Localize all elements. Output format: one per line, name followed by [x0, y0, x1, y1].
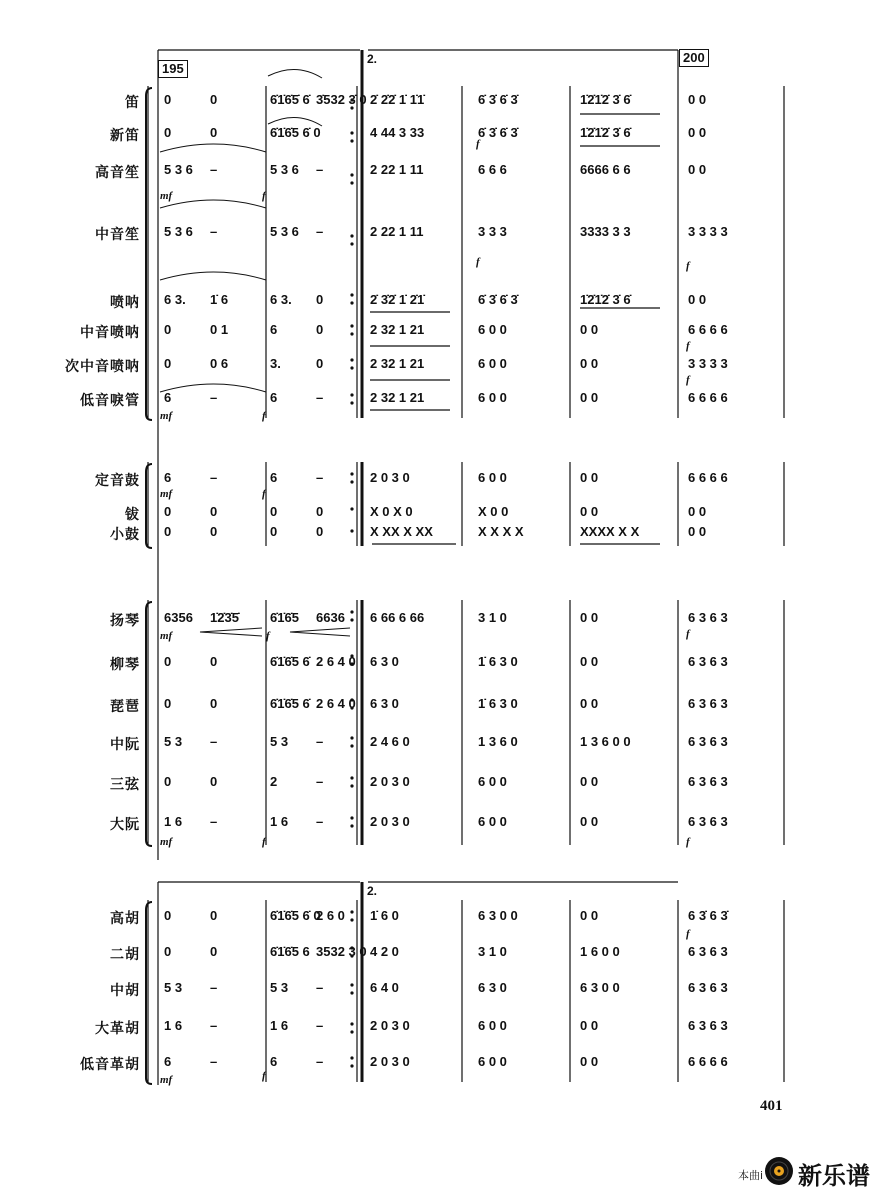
note-cell: 0 [270, 504, 278, 519]
instrument-label-bo: 钹 [125, 507, 140, 523]
note-cell: – [316, 1018, 324, 1033]
instrument-label-zhongyinsuona: 中音喷呐 [80, 325, 140, 341]
note-cell: 0 [164, 504, 172, 519]
note-cell: 1 6 [164, 814, 183, 829]
note-cell: – [316, 162, 324, 177]
note-cell: – [210, 734, 218, 749]
dynamic-mf: mf [160, 410, 173, 422]
note-cell: 0 [210, 92, 218, 107]
note-cell: 0 [164, 944, 172, 959]
note-cell: 6 3 6 3 [688, 814, 728, 829]
note-cell: 6 6 6 6 [688, 322, 728, 337]
note-cell: 0 [316, 504, 324, 519]
note-cell: 0 6 [210, 356, 229, 371]
dynamic-f: f [266, 630, 270, 642]
measure-number-195: 195 [158, 60, 188, 78]
note-cell: 1̇ 6 3 0 [478, 696, 518, 711]
note-cell: 6 3. [164, 292, 186, 307]
dynamic-f: f [686, 628, 690, 640]
group-braces [146, 88, 152, 1084]
note-cell: – [316, 470, 324, 485]
dynamic-f: f [262, 410, 266, 422]
instrument-label-pipa: 琵琶 [110, 699, 140, 715]
note-cell: 0 [164, 125, 172, 140]
note-cell: 0 [164, 908, 172, 923]
instrument-label-cizhongyinsuona: 次中音喷呐 [65, 359, 140, 375]
note-cell: 0 [164, 774, 172, 789]
note-cell: 0 [316, 524, 324, 539]
note-cell: 6 6 6 6 [688, 390, 728, 405]
note-cell: 6 3 6 3 [688, 696, 728, 711]
note-cell: 1 3 6 0 0 [580, 734, 631, 749]
note-cell: X 0 0 [478, 504, 509, 519]
dynamic-f: f [262, 190, 266, 202]
note-cell: 0 0 [688, 92, 707, 107]
note-cell: 2 22 1 11 [370, 224, 424, 239]
note-cell: 3 3 3 3 [688, 356, 728, 371]
note-cell: 2 32 1 21 [370, 322, 425, 337]
note-cell: 0 [210, 944, 218, 959]
note-cell: 5 3 [164, 980, 183, 995]
dynamic-f: f [262, 488, 266, 500]
note-cell: 1̇ 6 3 0 [478, 654, 518, 669]
note-cell: 3 1 0 [478, 610, 507, 625]
note-cell: 0 0 [580, 774, 599, 789]
note-cell: 0 0 [580, 390, 599, 405]
note-cell: – [210, 470, 218, 485]
instrument-label-dingyingu: 定音鼓 [95, 473, 140, 489]
instrument-label-xiaogu: 小鼓 [110, 527, 140, 543]
note-cell: 6 [164, 470, 172, 485]
note-cell: 1̇2̇1̇2̇ 3̇ 6̇ [580, 292, 631, 307]
note-cell: 0 [210, 908, 218, 923]
dynamic-mf: mf [160, 1074, 173, 1086]
note-cell: 0 0 [580, 356, 599, 371]
note-cell: 0 0 [580, 1018, 599, 1033]
note-cell: 1̇2̇1̇2̇ 3̇ 6̇ [580, 125, 631, 140]
note-cell: 0 [316, 356, 324, 371]
instrument-label-zhongyinsheng: 中音笙 [95, 227, 140, 243]
note-cell: 2 6 0 [316, 908, 345, 923]
note-cell: – [210, 390, 218, 405]
note-cell: 0 [164, 696, 172, 711]
note-cell: 6 [164, 1054, 172, 1069]
note-cell: 6 0 0 [478, 322, 507, 337]
note-cell: 0 0 [688, 162, 707, 177]
instrument-label-erhu: 二胡 [110, 947, 140, 963]
note-cell: 5 3 [164, 734, 183, 749]
note-cell: 2 0 3 0 [370, 774, 410, 789]
note-cell: 6 66 6 66 [370, 610, 425, 625]
note-cell: 0 [210, 125, 218, 140]
note-cell: – [316, 980, 324, 995]
note-cell: 2̇ 2̇2̇ 1̇ 1̇1̇ [370, 92, 425, 107]
dynamic-mf: mf [160, 630, 173, 642]
dynamic-f: f [686, 260, 690, 272]
volta-label-top: 2. [367, 52, 378, 66]
page-number: 401 [760, 1098, 783, 1114]
note-cell: 0 [164, 356, 172, 371]
note-cell: 6̇ 3̇ 6̇ 3̇ [478, 92, 518, 107]
note-cell: 6356 [164, 610, 193, 625]
note-cell: 0 [164, 322, 172, 337]
note-cell: 2 32 1 21 [370, 356, 425, 371]
note-cell: – [316, 224, 324, 239]
note-cell: – [210, 814, 218, 829]
instrument-label-liuqin: 柳琴 [110, 657, 140, 673]
dynamic-mf: mf [160, 488, 173, 500]
instrument-label-zhongruan: 中阮 [110, 737, 140, 753]
note-cell: 3 3 3 [478, 224, 507, 239]
note-cell: 5 3 6 [164, 224, 193, 239]
note-cell: 3 1 0 [478, 944, 507, 959]
note-cell: 6̇1̇6̇5 6 [270, 944, 310, 959]
note-cell: 0 0 [580, 610, 599, 625]
note-cell: – [316, 734, 324, 749]
dynamic-mf: mf [160, 190, 173, 202]
note-cell: 6̇1̇6̇5̇ 6̇ [270, 92, 310, 107]
note-cell: 4 2 0 [370, 944, 399, 959]
note-cell: 0 0 [580, 322, 599, 337]
note-cell: – [316, 390, 324, 405]
instrument-label-daruan: 大阮 [110, 817, 140, 833]
dynamic-f: f [262, 1070, 266, 1082]
note-cell: – [210, 980, 218, 995]
note-cell: 5 3 6 [270, 162, 299, 177]
note-cell: 6 0 0 [478, 390, 507, 405]
note-cell: 0 0 [688, 504, 707, 519]
instrument-label-xindi: 新笛 [110, 128, 140, 144]
note-cell: 6636 [316, 610, 345, 625]
note-cell: 3̇532 3̇ 0 [316, 92, 367, 107]
note-cell: 6 3 6 3 [688, 980, 728, 995]
instrument-label-diyingehu: 低音革胡 [80, 1057, 140, 1073]
instrument-label-suona: 喷呐 [110, 295, 140, 311]
note-cell: – [316, 774, 324, 789]
note-cell: 6 3 6 3 [688, 654, 728, 669]
note-cell: 5 3 6 [164, 162, 193, 177]
note-cell: 0 [210, 524, 218, 539]
watermark-prefix: 本曲i [738, 1169, 764, 1182]
volta-label-bottom: 2. [367, 884, 378, 898]
note-cell: 5 3 [270, 734, 289, 749]
note-cell: 2 0 3 0 [370, 470, 410, 485]
note-cell: 6 [270, 322, 278, 337]
note-cell: 6 3 0 [370, 696, 399, 711]
note-cell: 1̇ 6 0 [370, 908, 399, 923]
note-cell: 0 0 [580, 814, 599, 829]
note-cell: 6 0 0 [478, 1018, 507, 1033]
note-cell: 5 3 [270, 980, 289, 995]
note-cell: 2 [270, 774, 278, 789]
note-cell: 3333 3 3 [580, 224, 631, 239]
note-cell: 0 [316, 322, 324, 337]
note-cell: 1̇2̇1̇2̇ 3̇ 6̇ [580, 92, 631, 107]
dynamic-f: f [476, 138, 480, 150]
instrument-label-diyinguan: 低音唳管 [80, 393, 140, 409]
note-cell: XXXX X X [580, 524, 640, 539]
note-cell: 6 6 6 6 [688, 470, 728, 485]
note-cell: 0 [164, 654, 172, 669]
watermark-brand: 新乐谱 [798, 1162, 870, 1190]
note-cell: 2 0 3 0 [370, 1018, 410, 1033]
note-cell: 2 0 3 0 [370, 814, 410, 829]
note-cell: 6̇1̇6̇5 6̇ 0 [270, 908, 321, 923]
note-cell: – [210, 1054, 218, 1069]
dynamic-f: f [476, 256, 480, 268]
note-cell: 6 3 6 3 [688, 944, 728, 959]
note-cell: 3. [270, 356, 281, 371]
note-cell: 6 0 0 [478, 356, 507, 371]
instrument-label-yangqin: 扬琴 [110, 613, 140, 629]
note-cell: 6 3 6 3 [688, 734, 728, 749]
note-cell: 6 [270, 390, 278, 405]
note-cell: 0 [210, 774, 218, 789]
note-cell: 0 0 [688, 292, 707, 307]
note-cell: 1̇ 6 [210, 292, 229, 307]
note-cell: 0 0 [580, 908, 599, 923]
note-cell: – [316, 1054, 324, 1069]
note-cell: 0 0 [688, 524, 707, 539]
dynamic-mf: mf [160, 836, 173, 848]
note-cell: 5 3 6 [270, 224, 299, 239]
note-cell: 2 0 3 0 [370, 1054, 410, 1069]
note-cell: – [210, 224, 218, 239]
note-cell: 0 [210, 696, 218, 711]
instrument-label-gaoyinsheng: 高音笙 [95, 165, 140, 181]
note-cell: 1 6 [164, 1018, 183, 1033]
note-cell: 1 3 6 0 [478, 734, 518, 749]
instrument-label-dagehu: 大革胡 [95, 1021, 140, 1037]
note-cell: 6666 6 6 [580, 162, 631, 177]
note-cell: 2 6 4 0 [316, 654, 356, 669]
note-cell: 0 0 [688, 125, 707, 140]
note-cell: 3532 3 0 [316, 944, 367, 959]
note-cell: 2̇ 3̇2̇ 1̇ 2̇1̇ [370, 292, 425, 307]
note-cell: 6 3 0 [370, 654, 399, 669]
note-cell: 6̇ 3̇ 6̇ 3̇ [478, 125, 518, 140]
note-cell: 1 6 [270, 1018, 289, 1033]
note-cell: 6̇ 3̇ 6̇ 3̇ [478, 292, 518, 307]
note-cell: 0 0 [580, 1054, 599, 1069]
dynamic-f: f [686, 928, 690, 940]
note-cell: 6 [270, 1054, 278, 1069]
note-cell: 2 4 6 0 [370, 734, 410, 749]
note-cell: 6 [164, 390, 172, 405]
note-cell: 1 6 [270, 814, 289, 829]
note-cell: – [316, 814, 324, 829]
dynamic-f: f [686, 340, 690, 352]
note-cell: 0 0 [580, 504, 599, 519]
repeat-dots [350, 98, 353, 1067]
measure-number-200: 200 [679, 49, 709, 67]
system-frame-top [158, 50, 678, 1085]
note-cell: 1 6 0 0 [580, 944, 620, 959]
note-cell: – [210, 1018, 218, 1033]
note-cell: X XX X XX [370, 524, 433, 539]
note-cell: 3 3 3 3 [688, 224, 728, 239]
note-cell: 6 4 0 [370, 980, 399, 995]
instrument-label-zhonghu: 中胡 [110, 983, 140, 999]
note-cell: 6 3 0 [478, 980, 507, 995]
note-cell: 6 6 6 [478, 162, 507, 177]
note-cell: 6 [270, 470, 278, 485]
note-cell: 4 44 3 33 [370, 125, 425, 140]
dynamic-f: f [686, 836, 690, 848]
instrument-label-di: 笛 [125, 95, 140, 111]
note-cell: 0 0 [580, 470, 599, 485]
instrument-label-sanxian: 三弦 [110, 777, 140, 793]
note-cell: 2 32 1 21 [370, 390, 425, 405]
note-cell: 0 [164, 524, 172, 539]
dynamic-f: f [262, 836, 266, 848]
note-cell: X 0 X 0 [370, 504, 413, 519]
note-cell: 6̇1̇6̇5 6̇ [270, 696, 310, 711]
note-cell: 6 0 0 [478, 1054, 507, 1069]
note-cell: 6 6 6 6 [688, 1054, 728, 1069]
note-cell: 0 [164, 92, 172, 107]
note-cell: 6 0 0 [478, 774, 507, 789]
vinyl-record-icon [764, 1156, 794, 1186]
note-cell: 6 3 0 0 [580, 980, 620, 995]
note-cell: 0 [210, 654, 218, 669]
note-cell: 6 3 6 3 [688, 1018, 728, 1033]
note-cell: 6 3 6 3 [688, 610, 728, 625]
hairpins [200, 628, 350, 636]
note-cell: 0 [270, 524, 278, 539]
note-cell: 6 3 6 3 [688, 774, 728, 789]
note-cell: 6 3. [270, 292, 292, 307]
note-cell: 0 1 [210, 322, 229, 337]
note-cell: 2 22 1 11 [370, 162, 424, 177]
instrument-label-gaohu: 高胡 [110, 911, 140, 927]
note-cell: 6̇1̇6̇5 [270, 610, 299, 625]
note-cell: – [210, 162, 218, 177]
note-cell: 2 6 4 0 [316, 696, 356, 711]
note-cell: 6̇1̇6̇5 6̇ [270, 654, 310, 669]
note-cell: 0 [316, 292, 324, 307]
note-cell: 6 0 0 [478, 470, 507, 485]
note-cell: 6 3 0 0 [478, 908, 518, 923]
note-cell: X X X X [478, 524, 524, 539]
dynamic-f: f [686, 374, 690, 386]
note-cell: 1̇2̇3̇5̇ [210, 610, 239, 625]
note-cell: 0 [210, 504, 218, 519]
note-cell: 6̇1̇6̇5 6̇ 0 [270, 125, 321, 140]
note-cell: 0 0 [580, 696, 599, 711]
note-cell: 6 0 0 [478, 814, 507, 829]
note-cell: 0 0 [580, 654, 599, 669]
note-cell: 6 3̇ 6 3̇ [688, 908, 728, 923]
